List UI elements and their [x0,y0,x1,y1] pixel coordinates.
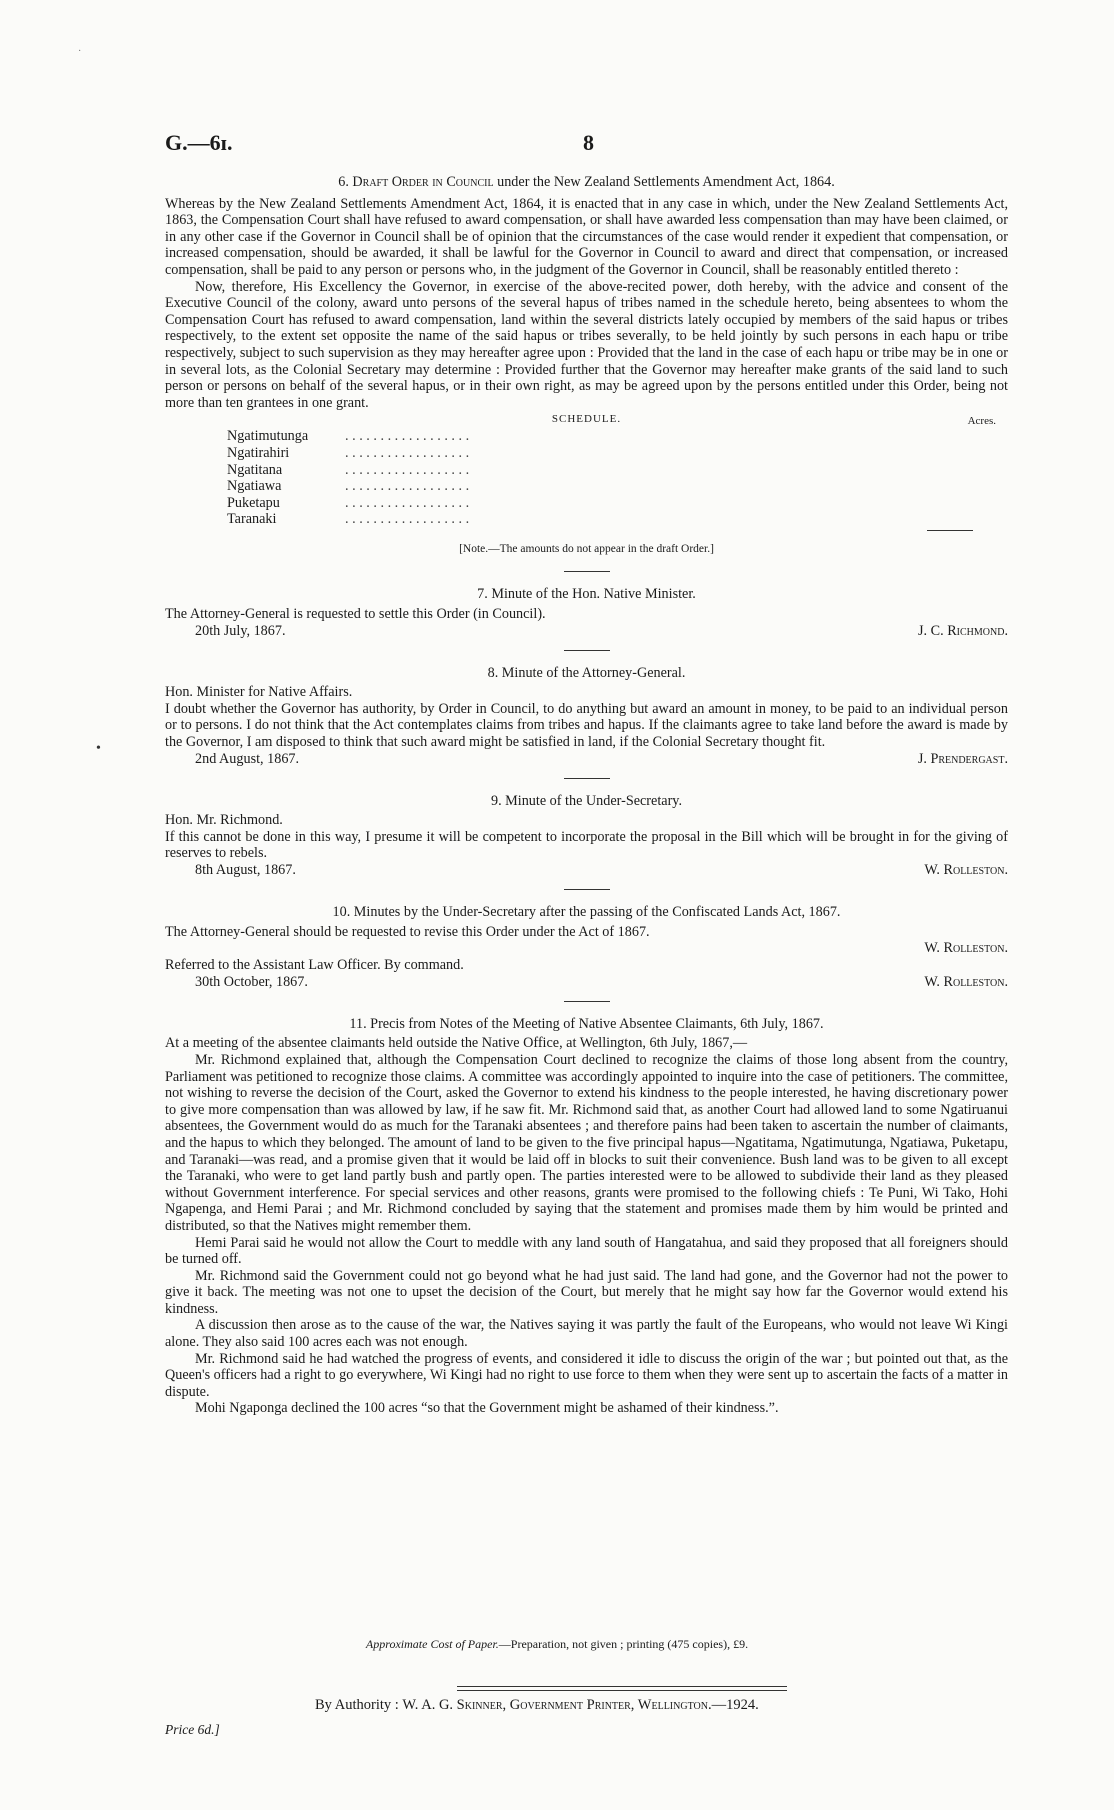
footer-double-rule [457,1686,787,1691]
paragraph: At a meeting of the absentee claimants held outside the Native Office, at Wellington, 6th July, 1867,— [165,1035,748,1052]
section-11-heading: 11. Precis from Notes of the Meeting of Native Absentee Claimants, 6th July, 1867. [349,1015,824,1032]
scan-speck: · [78,46,82,57]
dot-leader: . . . . . . . . . . . . . . . . . . [345,461,470,478]
schedule-row [165,428,1008,445]
schedule-row [165,462,1008,479]
dateline [165,974,1008,991]
section-6-heading [165,174,1008,191]
cost-label: Approximate Cost of Paper. [365,1637,499,1651]
hapu-name: Puketapu [227,494,280,511]
authority-prefix: By Authority : [315,1697,399,1713]
addressee: Hon. Minister for Native Affairs. [165,684,353,701]
schedule-total-rule [927,530,973,531]
date: 30th October, 1867. [195,973,308,990]
date: 8th August, 1867. [195,862,296,878]
section-divider [564,889,610,890]
dateline [165,623,1008,640]
document-reference: G.—6ɪ. [165,130,233,155]
paragraph: Mr. Richmond said he had watched the progress of events, and considered it idle to discuss the origin of the war ; but pointed out that, as the Queen's officers had a right to go everywhere, Wi Kingi had no right to use force to them when they were sent up to ascertain the facts of a matter in dispute. [165,1350,1008,1400]
hapu-name: Ngatiawa [227,478,282,495]
paragraph: Whereas by the New Zealand Settlements Amendment Act, 1864, it is enacted that in any case in which, under the New Zealand Settlements Act, 1863, the Compensation Court shall have refused to award compensation, or shall have awarded less compensation than may have been claimed, or in any other case if the Governor in Council shall be of opinion that the circumstances of the case would render it expedient that compensation, or increased compensation, should be awarded, it shall be lawful for the Governor in Council to award and direct that compensation, or increased compensation, shall be paid to any person or persons who, in the judgment of the Governor in Council, shall be reasonably entitled thereto : [165,195,1008,278]
section-divider [564,778,610,779]
dot-leader: . . . . . . . . . . . . . . . . . . [345,478,470,495]
section-number: 6. [338,174,349,190]
schedule-row [165,511,1008,528]
paragraph: Hemi Parai said he would not allow the Court to meddle with any land south of Hangatahua, and said they proposed that all foreigners should be turned off. [165,1234,1008,1268]
paragraph: Mr. Richmond said the Government could not go beyond what he had just said. The land had gone, and the Governor had not the power to give it back. The meeting was not one to upset the decision of the Court, but merely that he might say how far the Governor would extend his kindness. [165,1267,1008,1317]
schedule-row [165,445,1008,462]
schedule-title: SCHEDULE. [551,413,622,426]
scan-speck: • [96,741,101,756]
section-title: Draft Order in Council [352,174,494,190]
printer-name: W. A. G. Skinner, Government Printer, Wellington.—1924. [402,1697,759,1713]
section-divider [564,571,610,572]
paragraph: Mohi Ngaponga declined the 100 acres “so that the Government might be ashamed of their kindness.”. [195,1400,779,1417]
page-number: 8 [583,130,594,155]
section-10-heading: 10. Minutes by the Under-Secretary after the passing of the Confiscated Lands Act, 1867. [332,904,841,920]
signature: W. Rolleston. [924,940,1008,957]
dateline [165,751,1008,768]
dot-leader: . . . . . . . . . . . . . . . . . . [345,428,470,445]
date: 2nd August, 1867. [195,750,300,767]
signature: W. Rolleston. [924,973,1008,990]
price: Price 6d.] [165,1722,220,1737]
section-7-heading: 7. Minute of the Hon. Native Minister. [477,586,696,603]
paragraph: If this cannot be done in this way, I presume it will be competent to incorporate the proposal in the Bill which will be brought in for the giving of reserves to rebels. [165,828,1008,862]
paragraph: The Attorney-General is requested to settle this Order (in Council). [165,606,546,623]
paragraph: The Attorney-General should be requested to revise this Order under the Act of 1867. [165,923,650,940]
paragraph: I doubt whether the Governor has authority, by Order in Council, to do anything but award an amount in money, to be paid to an individual person or to persons. I do not think that the Act contemplates claims from tribes and hapus. If the claimants agree to take land before the award is made by the Governor, I am disposed to think that such award might be satisfied in land, if the Colonial Secretary thought fit. [165,700,1008,751]
section-9-heading: 9. Minute of the Under-Secretary. [490,792,683,809]
schedule-header [165,411,1008,428]
schedule-table [165,428,1008,528]
section-divider [564,1001,610,1002]
cost-text: —Preparation, not given ; printing (475 copies), £9. [498,1637,749,1651]
hapu-name: Ngatimutunga [227,428,309,445]
approximate-cost-line [0,1637,1114,1652]
dot-leader: . . . . . . . . . . . . . . . . . . [345,511,470,528]
section-subtitle: under the New Zealand Settlements Amendment Act, 1864. [497,174,835,190]
signature: W. Rolleston. [924,862,1008,878]
schedule-row [165,478,1008,495]
hapu-name: Ngatitana [227,461,283,478]
schedule-note: [Note.—The amounts do not appear in the draft Order.] [459,542,714,555]
signature: J. Prendergast. [917,750,1008,767]
acres-column-label: Acres. [967,415,996,428]
paragraph: Now, therefore, His Excellency the Governor, in exercise of the above-recited power, doth hereby, with the advice and consent of the Executive Council of the colony, award unto persons of the several hapus of tribes named in the schedule hereto, being absentees to whom the Compensation Court has refused to award compensation, land within the several districts lately occupied by members of the said hapus or tribes respectively, to the extent set opposite the name of the said hapus or tribes severally, to be held jointly by such persons in each hapu or tribe respectively, subject to such supervision as they may hereafter agree upon : Provided that the land in the case of each hapu or tribe may be in one or in several lots, as the Colonial Secretary may determine : Provided further that the Governor may hereafter make grants of the said land to such person or persons on behalf of the several hapus, or in their own right, as may be agreed upon by the persons entitled under this Order, being not more than ten grantees in one grant. [165,278,1008,411]
dateline [165,862,1008,879]
paragraph: A discussion then arose as to the cause of the war, the Natives saying it was partly the fault of the Europeans, who would not leave Wi Kingi alone. They also said 100 acres each was not enough. [165,1317,1008,1351]
printer-imprint [315,1697,759,1714]
paragraph: Referred to the Assistant Law Officer. By command. [165,957,464,974]
addressee: Hon. Mr. Richmond. [165,812,283,829]
hapu-name: Taranaki [227,511,277,528]
section-8-heading: 8. Minute of the Attorney-General. [487,664,686,681]
paragraph: Mr. Richmond explained that, although the Compensation Court declined to recognize the claims of those long absent from the country, Parliament was petitioned to recognize those claims. A committee was accordingly appointed to inquire into the case of petitioners. The committee, not wishing to reverse the decision of the Court, asked the Governor to extend his kindness to the people interested, he having discretionary power to give more compensation than was allowed by law, if he saw fit. Mr. Richmond said that, as another Court had allowed land to some Ngatiruanui absentees, the Government would do as much for the Taranaki absentees ; and therefore pains had been taken to ascertain the number of claimants, and the hapus to which they belonged. The amount of land to be given to the five principal hapus—Ngatitama, Ngatimutunga, Ngatiawa, Puketapu, and Taranaki—was read, and a promise given that it would be laid off in blocks to suit their convenience. Bush land was to be given to all except the Taranaki, who were to get land partly bush and partly open. The parties interested were to be allowed to subdivide their land as they pleased without Government interference. For special services and other reasons, grants were promised to the following chiefs : Te Puni, Wi Tako, Hohi Ngapenga, and Hemi Parai ; and Mr. Richmond concluded by saying that the statement and promises made them by him would be printed and distributed, so that the Natives might remember them. [165,1051,1008,1234]
dot-leader: . . . . . . . . . . . . . . . . . . [345,494,470,511]
dot-leader: . . . . . . . . . . . . . . . . . . [345,444,470,461]
hapu-name: Ngatirahiri [227,444,290,461]
section-6 [165,174,1008,1417]
signature-line [165,940,1008,957]
date: 20th July, 1867. [195,622,286,639]
section-divider [564,650,610,651]
signature: J. C. Richmond. [918,622,1008,639]
schedule-row [165,495,1008,512]
